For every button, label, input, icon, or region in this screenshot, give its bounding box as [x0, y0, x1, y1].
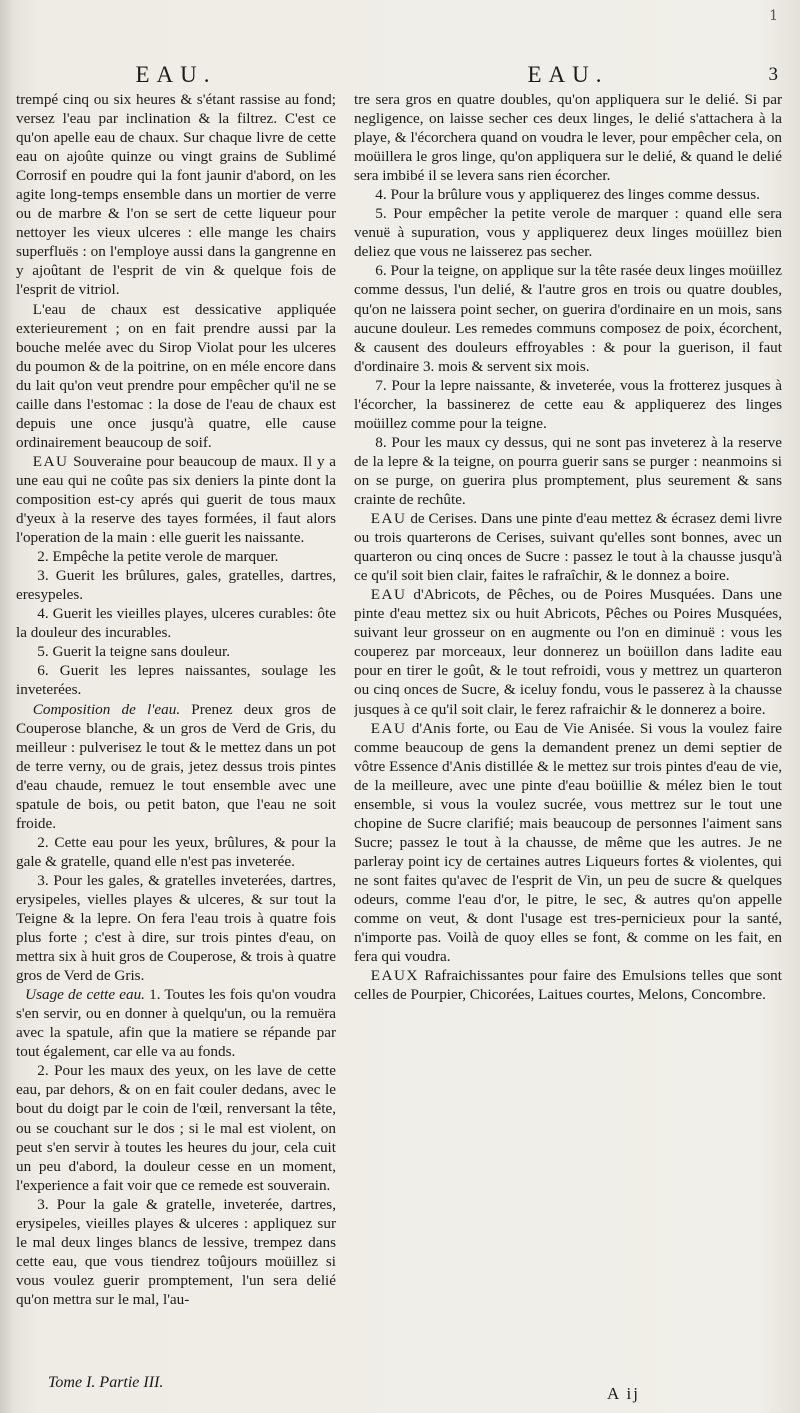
entry-headword: EAU — [370, 510, 407, 528]
entry-headword: EAUX — [370, 967, 419, 985]
entry-eau-d-anis — [354, 719, 782, 967]
entry-headword: EAU — [370, 719, 407, 737]
edge-mark: 1 — [769, 8, 778, 24]
entry-text: de Cerises. Dans une pinte d'eau mettez & écrasez demi livre ou trois quarterons de Cerises, suivant qu'elles sont bonnes, avec un quarteron ou cinq onces de Sucre : passez le tout à la chausse jusqu'à ce qu'il soit bien clair, faites le rafraîchir, & le donnez a boire. — [354, 510, 782, 585]
paragraph-continuation: tre sera gros en quatre doubles, qu'on appliquera sur le delié. Si par negligence, on laisse secher ces deux linges, le delié s'attachera à la playe, & l'écorchera quand on voudra le lever, pour empêcher cela, on moüillera le gros linge, qu'on appliquera sur le delié, & quand le delié sera imbibé il se levera sans rien écorcher. — [354, 91, 782, 185]
list-item: 2. Cette eau pour les yeux, brûlures, & pour la gale & gratelle, quand elle n'est pas inveterée. — [16, 833, 336, 870]
list-item: 3. Pour les gales, & gratelles inveterées, dartres, erysipeles, vielles playes & ulceres, & sur tout la Teigne & la lepre. On fera l'eau trois à quatre fois plus forte ; c'est à dire, sur trois pintes d'eau, on mettra six à huit gros de Couperose, & trois à quatre gros de Verd de Gris. — [16, 871, 336, 985]
right-running-head-text: EAU. — [527, 62, 609, 87]
left-column — [16, 62, 336, 1372]
list-item: 8. Pour les maux cy dessus, qui ne sont pas inveterez à la reserve de la lepre & la teigne, on pourra guerir sans se purger : neanmoins si on se purge, on guerira plus promptement, plus seurement & sans crainte de rechûte. — [354, 433, 782, 508]
usage-text: 1. Toutes les fois qu'on voudra s'en servir, ou en donner à quelqu'un, ou la remuëra avec la spatule, afin que la matiere se répande par tout également, car elle va au fonds. — [16, 986, 336, 1061]
left-running-head: EAU. — [135, 62, 217, 87]
list-item: 4. Pour la brûlure vous y appliquerez des linges comme dessus. — [375, 186, 760, 204]
entry-eau-souveraine — [16, 452, 336, 547]
list-item: 6. Guerit les lepres naissantes, soulage les inveterées. — [16, 662, 336, 699]
right-running-head — [354, 62, 782, 88]
paragraph-continuation: trempé cinq ou six heures & s'étant rassise au fond; versez l'eau par inclination & la filtrez. C'est ce qu'on apelle eau de chaux. Sur chaque livre de cette eau on ajoûte quinze ou vingt grains de Sublimé Corrosif en poudre qui la font jaunir d'abord, on les agite long-temps ensemble dans un mortier de verre ou de marbre & l'on se sert de cette liqueur pour nettoyer les vieux ulceres : elle mange les chairs superfluës : on l'employe aussi dans la gangrenne en y ajoûtant de l'esprit de vin & quelque fois de l'esprit de vitriol. — [16, 91, 336, 299]
entry-eau-de-cerises — [354, 509, 782, 585]
entry-headword: EAU — [370, 586, 407, 604]
entry-text: Rafraichissantes pour faire des Emulsions telles que sont celles de Pourpier, Chicorées, Laitues courtes, Melons, Concombre. — [354, 967, 782, 1004]
entry-text: d'Anis forte, ou Eau de Vie Anisée. Si vous la voulez faire comme beaucoup de gens la demandent prenez un demi septier de vôtre Essence d'Anis distillée & le mettez sur trois pintes d'eau de vie, de la meilleure, avec une pinte d'eau boüillie & mélez bien le tout ensemble, si vous la voulez sucrée, vous mettrez sur le tout une chopine de Sucre clarifié; mais beaucoup de personnes l'aiment sans Sucre; passez le tout à la chausse, de même que les autres. Je ne parleray point icy de certaines autres Liqueurs fortes & violentes, qui ne sont faites qu'avec de l'esprit de Vin, un peu de sucre & quelques odeurs, comme l'eau d'or, le pitre, le sec, & autres qu'on appelle comme on veut, & dont l'usage est tres-pernicieux pour la santé, n'importe pas. Voilà de quoy elles se font, & comme on les fait, en fera qui voudra. — [354, 719, 782, 966]
right-column — [354, 62, 782, 1402]
list-item: 5. Pour empêcher la petite verole de marquer : quand elle sera venuë à supuration, vous y appliquerez deux linges moüillez bien deliez que vous ne laisserez pas secher. — [354, 205, 782, 261]
list-item: 2. Empêche la petite verole de marquer. — [37, 548, 279, 566]
usage-paragraph — [16, 985, 336, 1061]
list-item: 7. Pour la lepre naissante, & inveterée, vous la frotterez jusques à l'écorcher, la bassinerez de cette eau & appliquerez des linges moüillez comme pour la teigne. — [354, 376, 782, 432]
entry-text: Souveraine pour beaucoup de maux. Il y a une eau qui ne coûte pas six deniers la pinte dont la composition est-cy aprés qui guerit de tous maux d'yeux à la reserve des tayes formées, il faut alors l'operation de la main : elle guerit les naissante. — [16, 452, 336, 547]
list-item: 3. Pour la gale & gratelle, inveterée, dartres, erysipeles, vieilles playes & ulceres : appliquez sur le mal deux linges blancs de lessive, trempez dans cette eau, que vous tiendrez toûjours moüillez si vous voulez guerir promptement, l'un sera delié qu'on mettra sur le mal, l'au- — [16, 1195, 336, 1308]
list-item: 2. Pour les maux des yeux, on les lave de cette eau, par dehors, & on en fait couler dedans, avec le bout du doigt par le coin de l'œil, renversant la tête, ou se couchant sur le dos ; si le mal est violent, on peut s'en servir à toutes les heures du jour, cela cuit un peu d'abord, la douleur cesse en un moment, l'experience a fait voir que ce remede est souverain. — [16, 1062, 336, 1194]
volume-footer: Tome I. Partie III. — [48, 1374, 164, 1391]
list-item: 3. Guerit les brûlures, gales, gratelles, dartres, eresypeles. — [16, 567, 336, 604]
usage-label: Usage de cette eau. — [25, 986, 145, 1004]
list-item: 4. Guerit les vieilles playes, ulceres curables: ôte la douleur des incurables. — [16, 605, 336, 642]
entry-eau-d-abricots — [354, 585, 782, 718]
composition-paragraph — [16, 700, 336, 833]
entry-text: d'Abricots, de Pêches, ou de Poires Musquées. Dans une pinte d'eau mettez six ou huit Abricots, Pêches ou Poires Musquées, suivant leur grosseur on en augmente ou l'on en diminuë : vous les couperez par morceaux, leur donnerez un boüillon dans ladite eau pour en tirer le goût, & le tout refroidi, vous y mettrez un quarteron ou cinq onces de Sucre, & iceluy fondu, vous le passerez à la chausse jusques à ce qu'il soit clair, le ferez rafraichir & le donnerez a boire. — [354, 586, 782, 718]
page-number: 3 — [768, 64, 778, 85]
composition-text: Prenez deux gros de Couperose blanche, & un gros de Verd de Gris, du meilleur : pulverisez le tout & le mettez dans un pot de terre verny, ou de grais, jetez dessus trois pintes d'eau chaude, remuez le tout ensemble avec une spatule de bois, ou petit baton, que l'eau ne soit froide. — [16, 700, 336, 832]
list-item: 6. Pour la teigne, on applique sur la tête rasée deux linges moüillez comme dessus, l'un delié, & l'autre gros en trois ou quatre doubles, qu'on ne laissera point secher, on guerira d'ordinaire en un mois, sans aucune douleur. Les remedes communs composez de poix, écorchent, & causent des douleurs effroyables : & pour la guerison, il faut d'ordinaire 3. mois & servent six mois. — [354, 262, 782, 375]
entry-eaux-rafraichissantes — [354, 966, 782, 1004]
list-item: 5. Guerit la teigne sans douleur. — [37, 643, 231, 661]
entry-headword: EAU — [32, 452, 69, 470]
paragraph-eau-de-chaux: L'eau de chaux est dessicative appliquée exterieurement ; on en fait prendre aussi par la bouche melée avec du Sirop Violat pour les ulceres du poumon & de la poitrine, on en méle encore dans du lait qu'on veut prendre pour empêcher qu'il ne se caille dans l'estomac : la dose de l'eau de chaux est depuis une once jusqu'à quatre, elle cause ordinairement beaucoup de soif. — [16, 300, 336, 451]
signature-mark: A ij — [606, 1384, 640, 1403]
composition-label: Composition de l'eau. — [32, 700, 181, 718]
